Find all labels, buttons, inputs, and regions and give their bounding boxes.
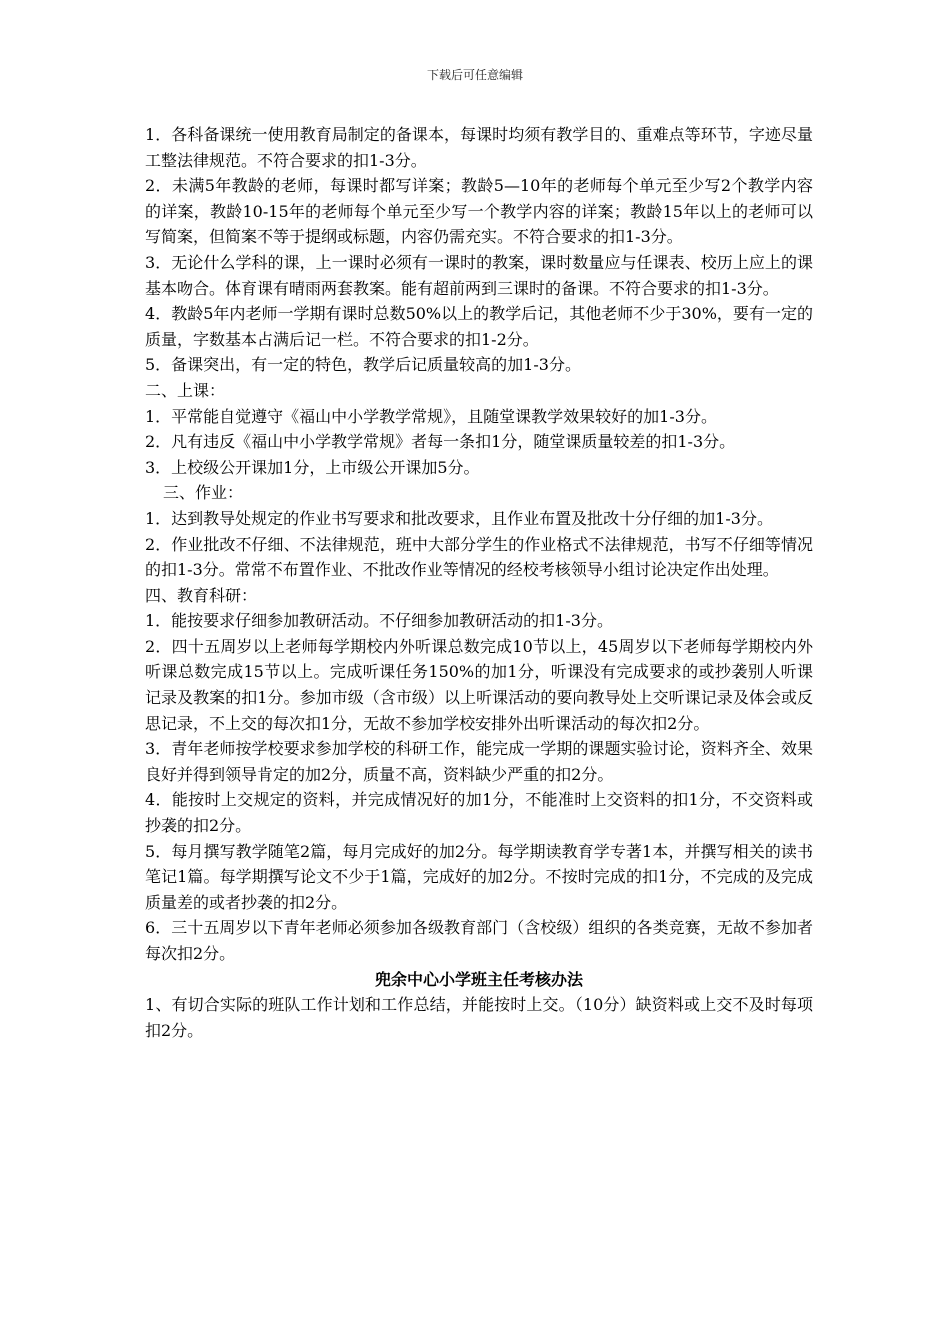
document-title: 兜余中心小学班主任考核办法 bbox=[374, 969, 583, 989]
paragraph: 3．无论什么学科的课，上一课时必须有一课时的教案，课时数量应与任课表、校历上应上的课基本吻合。体育课有晴雨两套教案。能有超前两到三课时的备课。不符合要求的扣1-3分。 bbox=[145, 252, 813, 298]
section-heading: 四、教育科研： bbox=[145, 585, 258, 605]
paragraph: 2．凡有违反《福山中小学教学常规》者每一条扣1分，随堂课质量较差的扣1-3分。 bbox=[145, 432, 736, 452]
paragraph: 3．青年老师按学校要求参加学校的科研工作，能完成一学期的课题实验讨论，资料齐全、效果良好并得到领导肯定的加2分，质量不高，资料缺少严重的扣2分。 bbox=[145, 739, 813, 784]
paragraph: 1．各科备课统一使用教育局制定的备课本，每课时均须有教学目的、重难点等环节，字迹尽量工整法律规范。不符合要求的扣1-3分。 bbox=[145, 125, 813, 170]
paragraph: 2．四十五周岁以上老师每学期校内外听课总数完成10节以上，45周岁以下老师每学期校内外听课总数完成15节以上。完成听课任务150%的加1分，听课没有完成要求的或抄袭别人听课记录及教案的扣1分。参加市级（含市级）以上听课活动的要向教导处上交听课记录及体会或反思记录，不上交的每次扣1分，无故不参加学校安排外出听课活动的每次扣2分。 bbox=[145, 636, 813, 733]
section-heading: 二、上课： bbox=[145, 380, 226, 400]
paragraph: 4．教龄5年内老师一学期有课时总数50%以上的教学后记，其他老师不少于30%，要有一定的质量，字数基本占满后记一栏。不符合要求的扣1-2分。 bbox=[145, 304, 813, 349]
paragraph: 2．作业批改不仔细、不法律规范，班中大部分学生的作业格式不法律规范，书写不仔细等情况的扣1-3分。常常不布置作业、不批改作业等情况的经校考核领导小组讨论决定作出处理。 bbox=[145, 534, 813, 580]
paragraph: 2．未满5年教龄的老师，每课时都写详案；教龄5—10年的老师每个单元至少写2个教学内容的详案，教龄10-15年的老师每个单元至少写一个教学内容的详案；教龄15年以上的老师可以写简案，但简案不等于提纲或标题，内容仍需充实。不符合要求的扣1-3分。 bbox=[145, 176, 813, 247]
paragraph: 1、有切合实际的班队工作计划和工作总结，并能按时上交。（10分）缺资料或上交不及时每项扣2分。 bbox=[145, 995, 813, 1040]
paragraph: 5．每月撰写教学随笔2篇，每月完成好的加2分。每学期读教育学专著1本，并撰写相关的读书笔记1篇。每学期撰写论文不少于1篇，完成好的加2分。不按时完成的扣1分，不完成的及完成质量差的或者抄袭的扣2分。 bbox=[145, 841, 813, 912]
paragraph: 1．平常能自觉遵守《福山中小学教学常规》，且随堂课教学效果较好的加1-3分。 bbox=[145, 406, 717, 426]
paragraph: 3．上校级公开课加1分，上市级公开课加5分。 bbox=[145, 457, 480, 477]
paragraph: 6．三十五周岁以下青年老师必须参加各级教育部门（含校级）组织的各类竞赛，无故不参加者每次扣2分。 bbox=[145, 918, 813, 963]
paragraph: 1．能按要求仔细参加教研活动。不仔细参加教研活动的扣1-3分。 bbox=[145, 611, 613, 631]
section-heading: 三、作业： bbox=[163, 483, 244, 503]
paragraph: 5．备课突出，有一定的特色，教学后记质量较高的加1-3分。 bbox=[145, 355, 581, 375]
paragraph: 4．能按时上交规定的资料，并完成情况好的加1分，不能准时上交资料的扣1分，不交资料或抄袭的扣2分。 bbox=[145, 790, 813, 836]
document-body bbox=[145, 122, 813, 1043]
paragraph: 1．达到教导处规定的作业书写要求和批改要求，且作业布置及批改十分仔细的加1-3分。 bbox=[145, 508, 773, 528]
page-header: 下载后可任意编辑 bbox=[426, 68, 523, 82]
